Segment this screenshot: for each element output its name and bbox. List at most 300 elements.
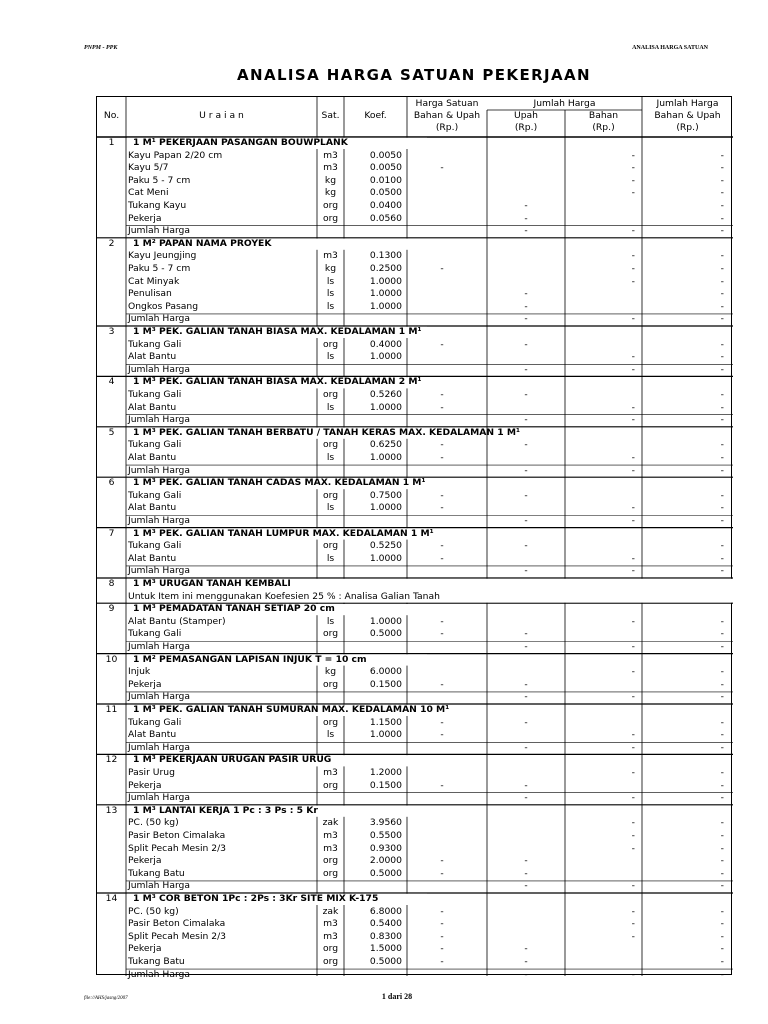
item-wage: - bbox=[524, 540, 528, 552]
total-wage: - bbox=[524, 464, 528, 476]
analysis-table bbox=[96, 96, 732, 980]
item-name: Tukang Gali bbox=[128, 628, 182, 640]
total-label: Jumlah Harga bbox=[128, 792, 191, 804]
total-sum: - bbox=[720, 313, 724, 325]
item-total: - bbox=[720, 300, 724, 312]
total-wage: - bbox=[524, 565, 528, 577]
item-name: Tukang Gali bbox=[128, 540, 182, 552]
item-coefficient: 0.5250 bbox=[369, 540, 402, 552]
item-coefficient: 0.1300 bbox=[369, 250, 402, 262]
item-coefficient: 0.7500 bbox=[369, 489, 402, 501]
item-material: - bbox=[631, 930, 635, 942]
item-wage: - bbox=[524, 338, 528, 350]
item-unit: kg bbox=[324, 263, 337, 274]
item-coefficient: 1.1500 bbox=[369, 716, 402, 728]
total-label: Jumlah Harga bbox=[128, 968, 191, 980]
item-material: - bbox=[631, 666, 635, 678]
total-material: - bbox=[631, 641, 635, 652]
item-total: - bbox=[720, 174, 724, 186]
total-wage: - bbox=[524, 880, 528, 892]
item-unit-price: - bbox=[440, 389, 444, 400]
item-unit: ls bbox=[326, 300, 335, 312]
col-header-jumlah-total-3: (Rp.) bbox=[676, 122, 699, 133]
item-unit-price: - bbox=[440, 489, 444, 501]
item-unit: zak bbox=[322, 905, 339, 917]
item-unit: kg bbox=[324, 666, 337, 678]
item-total: - bbox=[720, 439, 724, 451]
section-number: 2 bbox=[108, 237, 115, 249]
item-unit: m3 bbox=[323, 918, 338, 930]
item-unit: org bbox=[322, 855, 339, 867]
total-material: - bbox=[631, 414, 635, 426]
item-total: - bbox=[720, 552, 724, 564]
item-coefficient: 0.4000 bbox=[369, 338, 402, 350]
section-title: 1 M³ PEK. GALIAN TANAH BIASA MAX. KEDALAMAN 1 M¹ bbox=[133, 326, 422, 337]
item-unit-price: - bbox=[440, 338, 444, 350]
item-total: - bbox=[720, 615, 724, 627]
item-coefficient: 2.0000 bbox=[369, 855, 402, 867]
section-number: 12 bbox=[105, 754, 118, 766]
item-total: - bbox=[720, 263, 724, 274]
item-unit-price: - bbox=[440, 855, 444, 867]
item-coefficient: 1.2000 bbox=[369, 767, 402, 778]
item-unit-price: - bbox=[440, 502, 444, 514]
total-material: - bbox=[631, 968, 635, 980]
item-unit: zak bbox=[322, 817, 339, 829]
section-title: 1 M³ COR BETON 1Pc : 2Ps : 3Kr SITE MIX K-175 bbox=[133, 893, 379, 904]
item-name: Tukang Gali bbox=[128, 489, 182, 501]
item-unit-price: - bbox=[440, 263, 444, 274]
section-note: Untuk Item ini menggunakan Koefesien 25 % : Analisa Galian Tanah bbox=[128, 590, 440, 602]
item-unit: org bbox=[322, 628, 339, 640]
item-unit-price: - bbox=[440, 452, 444, 463]
item-wage: - bbox=[524, 212, 528, 224]
item-unit: org bbox=[322, 212, 339, 224]
item-total: - bbox=[720, 401, 724, 413]
total-material: - bbox=[631, 792, 635, 804]
item-coefficient: 1.0000 bbox=[369, 275, 402, 287]
item-name: Pasir Beton Cimalaka bbox=[128, 830, 226, 841]
item-wage: - bbox=[524, 956, 528, 967]
total-sum: - bbox=[720, 414, 724, 426]
item-wage: - bbox=[524, 779, 528, 791]
section-number: 14 bbox=[105, 893, 118, 904]
section-number: 6 bbox=[108, 477, 115, 489]
item-name: Alat Bantu bbox=[128, 452, 177, 463]
item-total: - bbox=[720, 351, 724, 363]
item-total: - bbox=[720, 678, 724, 690]
total-sum: - bbox=[720, 741, 724, 753]
item-coefficient: 0.2500 bbox=[369, 263, 402, 274]
item-wage: - bbox=[524, 489, 528, 501]
section-title: 1 M³ PEK. GALIAN TANAH BIASA MAX. KEDALAMAN 2 M¹ bbox=[133, 376, 422, 388]
section-title: 1 M³ PEK. GALIAN TANAH CADAS MAX. KEDALAMAN 1 M¹ bbox=[133, 477, 426, 489]
section-title: 1 M³ PEMADATAN TANAH SETIAP 20 cm bbox=[133, 603, 335, 615]
item-name: Cat Minyak bbox=[128, 275, 180, 287]
item-total: - bbox=[720, 489, 724, 501]
item-material: - bbox=[631, 502, 635, 514]
item-total: - bbox=[720, 666, 724, 678]
item-total: - bbox=[720, 162, 724, 174]
item-name: Kayu Jeungjing bbox=[128, 250, 197, 262]
item-wage: - bbox=[524, 300, 528, 312]
item-total: - bbox=[720, 729, 724, 741]
item-total: - bbox=[720, 502, 724, 514]
item-unit: ls bbox=[326, 729, 335, 741]
col-header-harga-satuan-2: Bahan & Upah bbox=[413, 110, 481, 121]
item-name: Tukang Gali bbox=[128, 439, 182, 451]
total-material: - bbox=[631, 464, 635, 476]
item-name: Paku 5 - 7 cm bbox=[128, 263, 191, 274]
item-unit: org bbox=[322, 779, 339, 791]
section-number: 1 bbox=[108, 137, 115, 148]
item-total: - bbox=[720, 389, 724, 400]
total-wage: - bbox=[524, 641, 528, 652]
item-name: Cat Meni bbox=[128, 187, 169, 199]
item-unit: m3 bbox=[323, 842, 338, 854]
item-name: Pasir Beton Cimalaka bbox=[128, 918, 226, 930]
item-unit-price: - bbox=[440, 905, 444, 917]
item-unit: org bbox=[322, 338, 339, 350]
item-coefficient: 0.5500 bbox=[369, 830, 402, 841]
item-material: - bbox=[631, 149, 635, 161]
item-total: - bbox=[720, 338, 724, 350]
total-label: Jumlah Harga bbox=[128, 691, 191, 703]
item-unit: org bbox=[322, 200, 339, 211]
total-sum: - bbox=[720, 880, 724, 892]
section-number: 3 bbox=[108, 326, 115, 337]
total-wage: - bbox=[524, 225, 528, 237]
item-wage: - bbox=[524, 389, 528, 400]
item-total: - bbox=[720, 956, 724, 967]
total-label: Jumlah Harga bbox=[128, 414, 191, 426]
total-sum: - bbox=[720, 363, 724, 375]
item-name: Alat Bantu bbox=[128, 401, 177, 413]
item-unit-price: - bbox=[440, 716, 444, 728]
item-wage: - bbox=[524, 628, 528, 640]
total-wage: - bbox=[524, 363, 528, 375]
item-name: Pekerja bbox=[128, 212, 162, 224]
item-coefficient: 0.5260 bbox=[369, 389, 402, 400]
item-coefficient: 1.0000 bbox=[369, 300, 402, 312]
item-wage: - bbox=[524, 439, 528, 451]
item-unit-price: - bbox=[440, 540, 444, 552]
total-material: - bbox=[631, 741, 635, 753]
item-total: - bbox=[720, 716, 724, 728]
item-unit: org bbox=[322, 867, 339, 879]
col-header-bahan-1: Bahan bbox=[588, 110, 619, 121]
item-total: - bbox=[720, 918, 724, 930]
total-material: - bbox=[631, 313, 635, 325]
page-number: 1 dari 28 bbox=[381, 992, 413, 1001]
section-number: 9 bbox=[108, 603, 115, 615]
col-header-sat: Sat. bbox=[321, 110, 340, 121]
item-unit-price: - bbox=[440, 779, 444, 791]
item-unit: org bbox=[322, 540, 339, 552]
item-material: - bbox=[631, 452, 635, 463]
section-title: 1 M³ URUGAN TANAH KEMBALI bbox=[133, 578, 291, 589]
item-unit-price: - bbox=[440, 930, 444, 942]
item-unit-price: - bbox=[440, 401, 444, 413]
item-unit: ls bbox=[326, 351, 335, 363]
item-name: Split Pecah Mesin 2/3 bbox=[128, 842, 227, 854]
item-coefficient: 1.0000 bbox=[369, 452, 402, 463]
item-total: - bbox=[720, 855, 724, 867]
item-total: - bbox=[720, 275, 724, 287]
section-number: 11 bbox=[105, 704, 118, 715]
item-unit-price: - bbox=[440, 162, 444, 174]
item-coefficient: 0.1500 bbox=[369, 779, 402, 791]
col-header-no: No. bbox=[103, 110, 120, 121]
item-unit-price: - bbox=[440, 552, 444, 564]
item-unit-price: - bbox=[440, 956, 444, 967]
item-coefficient: 1.0000 bbox=[369, 351, 402, 363]
item-coefficient: 6.0000 bbox=[369, 666, 402, 678]
item-unit: m3 bbox=[323, 162, 338, 174]
item-unit: m3 bbox=[323, 149, 338, 161]
item-total: - bbox=[720, 540, 724, 552]
item-name: Tukang Gali bbox=[128, 389, 182, 400]
col-header-bahan-2: (Rp.) bbox=[592, 122, 615, 133]
item-coefficient: 0.8300 bbox=[369, 930, 402, 942]
item-material: - bbox=[631, 162, 635, 174]
item-unit: org bbox=[322, 956, 339, 967]
item-material: - bbox=[631, 817, 635, 829]
item-coefficient: 0.0560 bbox=[369, 212, 402, 224]
item-unit: org bbox=[322, 439, 339, 451]
total-sum: - bbox=[720, 641, 724, 652]
item-wage: - bbox=[524, 716, 528, 728]
total-wage: - bbox=[524, 968, 528, 980]
section-title: 1 M¹ PEKERJAAN PASANGAN BOUWPLANK bbox=[133, 137, 348, 148]
item-unit: ls bbox=[326, 452, 335, 463]
item-wage: - bbox=[524, 200, 528, 211]
section-number: 5 bbox=[108, 426, 115, 438]
item-unit: org bbox=[322, 678, 339, 690]
item-total: - bbox=[720, 830, 724, 841]
total-material: - bbox=[631, 691, 635, 703]
item-material: - bbox=[631, 552, 635, 564]
col-header-jumlah-total-2: Bahan & Upah bbox=[654, 110, 721, 121]
total-material: - bbox=[631, 363, 635, 375]
item-total: - bbox=[720, 930, 724, 942]
section-title: 1 M³ PEK. GALIAN TANAH BERBATU / TANAH KERAS MAX. KEDALAMAN 1 M¹ bbox=[133, 426, 521, 438]
section-number: 4 bbox=[108, 376, 115, 388]
item-name: Tukang Gali bbox=[128, 716, 182, 728]
section-title: 1 M³ LANTAI KERJA 1 Pc : 3 Ps : 5 Kr bbox=[133, 804, 318, 816]
item-coefficient: 0.0500 bbox=[369, 187, 402, 199]
section-number: 10 bbox=[105, 653, 118, 665]
section-number: 8 bbox=[108, 578, 115, 589]
footer-left: file://AHS/jasng/2007 bbox=[84, 996, 128, 1001]
total-sum: - bbox=[720, 225, 724, 237]
total-wage: - bbox=[524, 741, 528, 753]
item-material: - bbox=[631, 615, 635, 627]
item-material: - bbox=[631, 275, 635, 287]
item-total: - bbox=[720, 250, 724, 262]
item-total: - bbox=[720, 212, 724, 224]
total-label: Jumlah Harga bbox=[128, 515, 191, 526]
item-material: - bbox=[631, 842, 635, 854]
item-material: - bbox=[631, 351, 635, 363]
item-unit: kg bbox=[324, 187, 337, 199]
section-title: 1 M³ PEKERJAAN URUGAN PASIR URUG bbox=[133, 754, 332, 766]
total-sum: - bbox=[720, 968, 724, 980]
item-name: Tukang Batu bbox=[128, 956, 185, 967]
total-label: Jumlah Harga bbox=[128, 313, 191, 325]
total-wage: - bbox=[524, 414, 528, 426]
item-unit: org bbox=[322, 943, 339, 955]
total-label: Jumlah Harga bbox=[128, 565, 191, 577]
item-unit: ls bbox=[326, 288, 335, 300]
item-total: - bbox=[720, 767, 724, 778]
item-name: Kayu Papan 2/20 cm bbox=[128, 149, 223, 161]
item-total: - bbox=[720, 452, 724, 463]
section-number: 7 bbox=[108, 527, 115, 539]
item-total: - bbox=[720, 842, 724, 854]
item-name: Tukang Kayu bbox=[128, 200, 187, 211]
item-name: Tukang Batu bbox=[128, 867, 185, 879]
total-sum: - bbox=[720, 565, 724, 577]
item-unit-price: - bbox=[440, 678, 444, 690]
item-name: Alat Bantu bbox=[128, 351, 177, 363]
item-coefficient: 1.0000 bbox=[369, 401, 402, 413]
item-name: Pekerja bbox=[128, 779, 162, 791]
item-unit-price: - bbox=[440, 615, 444, 627]
total-label: Jumlah Harga bbox=[128, 363, 191, 375]
item-name: Alat Bantu bbox=[128, 552, 177, 564]
col-header-upah-1: Upah bbox=[513, 110, 538, 121]
item-total: - bbox=[720, 817, 724, 829]
item-total: - bbox=[720, 187, 724, 199]
col-header-harga-satuan-1: Harga Satuan bbox=[415, 98, 479, 109]
item-total: - bbox=[720, 149, 724, 161]
item-wage: - bbox=[524, 678, 528, 690]
item-unit-price: - bbox=[440, 867, 444, 879]
section-title: 1 M² PAPAN NAMA PROYEK bbox=[133, 237, 272, 249]
section-title: 1 M³ PEK. GALIAN TANAH SUMURAN MAX. KEDALAMAN 10 M¹ bbox=[133, 704, 450, 715]
item-unit-price: - bbox=[440, 943, 444, 955]
item-material: - bbox=[631, 250, 635, 262]
item-name: Alat Bantu (Stamper) bbox=[128, 615, 226, 627]
item-name: Pekerja bbox=[128, 678, 162, 690]
item-coefficient: 0.5400 bbox=[369, 918, 402, 930]
item-total: - bbox=[720, 779, 724, 791]
item-unit: ls bbox=[326, 275, 335, 287]
total-sum: - bbox=[720, 792, 724, 804]
item-coefficient: 0.0050 bbox=[369, 162, 402, 174]
item-coefficient: 0.5000 bbox=[369, 956, 402, 967]
item-name: Pekerja bbox=[128, 943, 162, 955]
item-material: - bbox=[631, 918, 635, 930]
total-label: Jumlah Harga bbox=[128, 464, 191, 476]
item-material: - bbox=[631, 767, 635, 778]
item-name: Tukang Gali bbox=[128, 338, 182, 350]
item-total: - bbox=[720, 905, 724, 917]
total-label: Jumlah Harga bbox=[128, 225, 191, 237]
item-coefficient: 1.0000 bbox=[369, 502, 402, 514]
item-material: - bbox=[631, 729, 635, 741]
section-title: 1 M² PEMASANGAN LAPISAN INJUK T = 10 cm bbox=[133, 653, 367, 665]
item-unit: m3 bbox=[323, 250, 338, 262]
item-wage: - bbox=[524, 855, 528, 867]
item-unit-price: - bbox=[440, 729, 444, 741]
item-wage: - bbox=[524, 943, 528, 955]
total-wage: - bbox=[524, 313, 528, 325]
item-coefficient: 1.0000 bbox=[369, 729, 402, 741]
item-unit: kg bbox=[324, 174, 337, 186]
total-wage: - bbox=[524, 691, 528, 703]
item-unit-price: - bbox=[440, 628, 444, 640]
total-material: - bbox=[631, 880, 635, 892]
col-header-jumlah-total-1: Jumlah Harga bbox=[656, 98, 719, 109]
total-sum: - bbox=[720, 464, 724, 476]
total-label: Jumlah Harga bbox=[128, 741, 191, 753]
item-name: Ongkos Pasang bbox=[128, 300, 199, 312]
total-material: - bbox=[631, 225, 635, 237]
item-name: Injuk bbox=[128, 666, 151, 678]
item-name: Paku 5 - 7 cm bbox=[128, 174, 191, 186]
item-name: Penulisan bbox=[128, 288, 172, 300]
item-unit: m3 bbox=[323, 930, 338, 942]
item-name: PC. (50 kg) bbox=[128, 817, 179, 829]
item-unit: org bbox=[322, 389, 339, 400]
item-coefficient: 0.0050 bbox=[369, 149, 402, 161]
item-coefficient: 0.0100 bbox=[369, 174, 402, 186]
item-wage: - bbox=[524, 867, 528, 879]
item-coefficient: 3.9560 bbox=[369, 817, 402, 829]
total-sum: - bbox=[720, 691, 724, 703]
col-header-koef: Koef. bbox=[364, 110, 387, 121]
total-material: - bbox=[631, 565, 635, 577]
total-sum: - bbox=[720, 515, 724, 526]
col-header-jumlah-harga: Jumlah Harga bbox=[533, 98, 596, 109]
item-coefficient: 6.8000 bbox=[369, 905, 402, 917]
item-coefficient: 0.9300 bbox=[369, 842, 402, 854]
section-title: 1 M³ PEK. GALIAN TANAH LUMPUR MAX. KEDALAMAN 1 M¹ bbox=[133, 527, 434, 539]
item-coefficient: 1.0000 bbox=[369, 288, 402, 300]
page-title: ANALISA HARGA SATUAN PEKERJAAN bbox=[237, 66, 591, 84]
col-header-uraian: U r a i a n bbox=[199, 110, 244, 121]
item-name: Alat Bantu bbox=[128, 502, 177, 514]
item-material: - bbox=[631, 905, 635, 917]
section-number: 13 bbox=[105, 804, 118, 816]
item-name: Pekerja bbox=[128, 855, 162, 867]
item-name: PC. (50 kg) bbox=[128, 905, 179, 917]
item-material: - bbox=[631, 187, 635, 199]
item-name: Kayu 5/7 bbox=[128, 162, 169, 174]
item-material: - bbox=[631, 174, 635, 186]
item-unit-price: - bbox=[440, 918, 444, 930]
item-unit: m3 bbox=[323, 767, 338, 778]
item-material: - bbox=[631, 830, 635, 841]
item-total: - bbox=[720, 628, 724, 640]
item-coefficient: 1.5000 bbox=[369, 943, 402, 955]
item-unit: ls bbox=[326, 401, 335, 413]
item-name: Split Pecah Mesin 2/3 bbox=[128, 930, 227, 942]
total-wage: - bbox=[524, 515, 528, 526]
item-unit: ls bbox=[326, 502, 335, 514]
item-coefficient: 1.0000 bbox=[369, 552, 402, 564]
item-material: - bbox=[631, 401, 635, 413]
header-right: ANALISA HARGA SATUAN bbox=[632, 45, 708, 51]
total-label: Jumlah Harga bbox=[128, 880, 191, 892]
total-material: - bbox=[631, 515, 635, 526]
item-coefficient: 0.1500 bbox=[369, 678, 402, 690]
item-name: Pasir Urug bbox=[128, 767, 175, 778]
item-coefficient: 0.5000 bbox=[369, 867, 402, 879]
item-unit-price: - bbox=[440, 439, 444, 451]
